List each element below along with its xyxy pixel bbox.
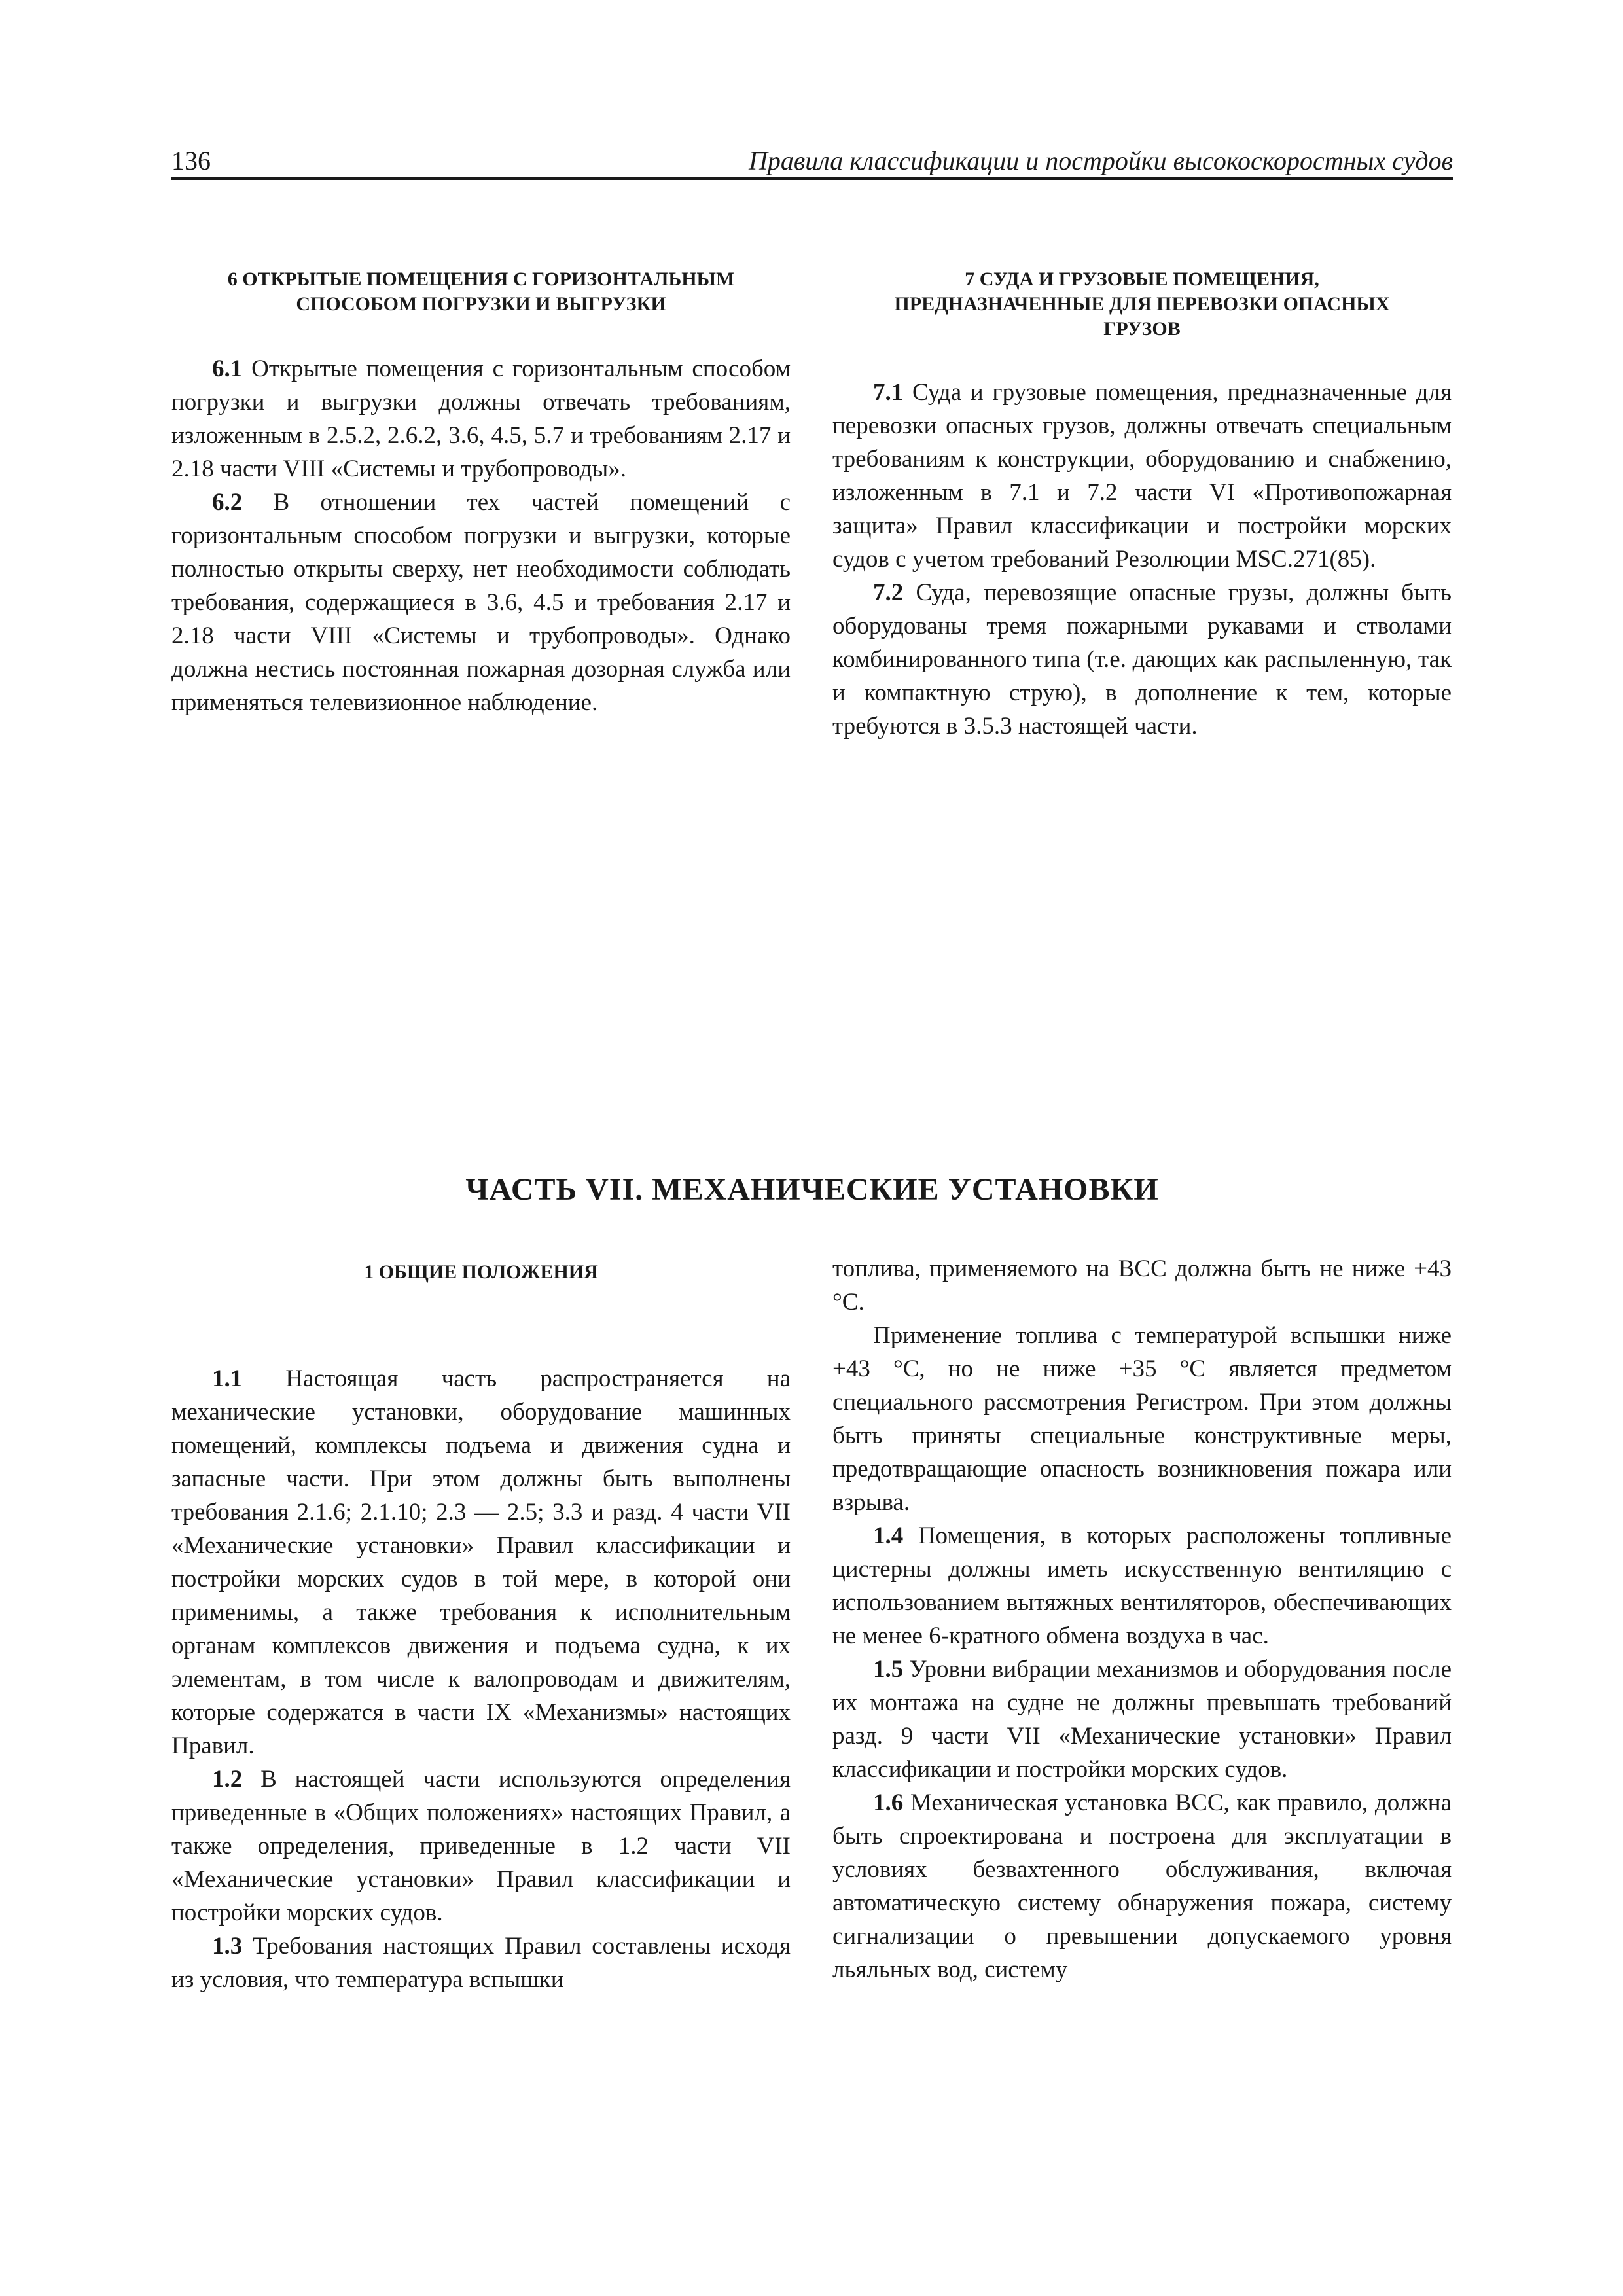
header-rule	[171, 177, 1453, 180]
paragraph-number: 7.2	[873, 579, 904, 606]
paragraph-number: 6.2	[212, 489, 243, 516]
part-title: ЧАСТЬ VII. МЕХАНИЧЕСКИЕ УСТАНОВКИ	[465, 1172, 1159, 1207]
section-6-title	[198, 267, 764, 317]
section-7-title-line2: ПРЕДНАЗНАЧЕННЫЕ ДЛЯ ПЕРЕВОЗКИ ОПАСНЫХ	[894, 293, 1390, 315]
section-7-title	[859, 267, 1425, 342]
section-7-title-line3: ГРУЗОВ	[1103, 318, 1181, 340]
section-1-right-column	[832, 1252, 1452, 1986]
paragraph-1-1	[171, 1362, 791, 1763]
paragraph-1-2	[171, 1763, 791, 1929]
paragraph-text: В настоящей части используются определения приведенные в «Общих положениях» настоящих Правил, а также определения, приведенные в 1.2 части VII «Механические установки» Правил классификации и постройки морских судов.	[171, 1766, 791, 1926]
section-6-title-line1: 6 ОТКРЫТЫЕ ПОМЕЩЕНИЯ С ГОРИЗОНТАЛЬНЫМ	[227, 268, 735, 290]
paragraph-text: Суда и грузовые помещения, предназначенные для перевозки опасных грузов, должны отвечать специальным требованиям к конструкции, оборудованию и снабжению, изложенным в 7.1 и 7.2 части VI «Противопожарная защита» Правил классификации и постройки морских судов с учетом требований Резолюции MSC.271(85).	[832, 379, 1452, 573]
paragraph-1-3	[171, 1929, 791, 1996]
paragraph-text: Уровни вибрации механизмов и оборудования после их монтажа на судне не должны превышать требований разд. 9 части VII «Механические установки» Правил классификации и постройки морских судов.	[832, 1656, 1452, 1783]
paragraph-1-4	[832, 1519, 1452, 1653]
paragraph-number: 1.4	[873, 1522, 904, 1549]
paragraph-text: Открытые помещения с горизонтальным способом погрузки и выгрузки должны отвечать требованиям, изложенным в 2.5.2, 2.6.2, 3.6, 4.5, 5.7 и требованиям 2.17 и 2.18 части VIII «Системы и трубопроводы».	[171, 355, 791, 482]
section-6-title-line2: СПОСОБОМ ПОГРУЗКИ И ВЫГРУЗКИ	[296, 293, 666, 315]
paragraph-1-5	[832, 1653, 1452, 1786]
paragraph-text: Требования настоящих Правил составлены исходя из условия, что температура вспышки	[171, 1933, 791, 1993]
paragraph-1-3-continued: топлива, применяемого на ВСС должна быть не ниже +43 °С.	[832, 1255, 1452, 1316]
paragraph-1-3-second: Применение топлива с температурой вспышки ниже +43 °С, но не ниже +35 °С является предметом специального рассмотрения Регистром. При этом должны быть приняты специальные конструктивные меры, предотвращающие опасность возникновения пожара или взрыва.	[832, 1322, 1452, 1516]
paragraph-text: Механическая установка ВСС, как правило, должна быть спроектирована и построена для эксплуатации в условиях безвахтенного обслуживания, включая автоматическую систему обнаружения пожара, систему сигнализации о превышении допускаемого уровня льяльных вод, систему	[832, 1789, 1452, 1983]
paragraph-number: 1.1	[212, 1365, 243, 1392]
paragraph-text: Суда, перевозящие опасные грузы, должны быть оборудованы тремя пожарными рукавами и стволами комбинированного типа (т.е. дающих как распыленную, так и компактную струю), в дополнение к тем, которые требуются в 3.5.3 настоящей части.	[832, 579, 1452, 740]
paragraph-number: 7.1	[873, 379, 904, 406]
section-1-left-column	[171, 1260, 791, 1996]
paragraph-number: 1.2	[212, 1766, 243, 1793]
paragraph-number: 1.6	[873, 1789, 904, 1816]
paragraph-number: 1.3	[212, 1933, 243, 1960]
section-6-column	[171, 267, 791, 719]
page-header	[171, 140, 1453, 182]
paragraph-7-1	[832, 376, 1452, 576]
paragraph-6-2	[171, 486, 791, 719]
section-7-column	[832, 267, 1452, 743]
paragraph-text: Помещения, в которых расположены топливные цистерны должны иметь искусственную вентиляцию с использованием вытяжных вентиляторов, обеспечивающих не менее 6-кратного обмена воздуха в час.	[832, 1522, 1452, 1649]
paragraph-number: 1.5	[873, 1656, 904, 1683]
section-1-title: 1 ОБЩИЕ ПОЛОЖЕНИЯ	[364, 1261, 598, 1283]
paragraph-6-1	[171, 352, 791, 486]
page-number: 136	[171, 146, 211, 175]
paragraph-text: Настоящая часть распространяется на механические установки, оборудование машинных помещений, комплексы подъема и движения судна и запасные части. При этом должны быть выполнены требования 2.1.6; 2.1.10; 2.3 — 2.5; 3.3 и разд. 4 части VII «Механические установки» Правил классификации и постройки морских судов в той мере, в которой они применимы, а также требования к исполнительным органам комплексов движения и подъема судна, к их элементам, в том числе к валопроводам и движителям, которые содержатся в части IX «Механизмы» настоящих Правил.	[171, 1365, 791, 1759]
paragraph-1-6	[832, 1786, 1452, 1986]
running-title: Правила классификации и постройки высокоскоростных судов	[749, 146, 1453, 175]
paragraph-7-2	[832, 576, 1452, 743]
paragraph-text: В отношении тех частей помещений с горизонтальным способом погрузки и выгрузки, которые полностью открыты сверху, нет необходимости соблюдать требования, содержащиеся в 3.6, 4.5 и требования 2.17 и 2.18 части VIII «Системы и трубопроводы». Однако должна нестись постоянная пожарная дозорная служба или применяться телевизионное наблюдение.	[171, 489, 791, 716]
section-7-title-line1: 7 СУДА И ГРУЗОВЫЕ ПОМЕЩЕНИЯ,	[965, 268, 1319, 290]
paragraph-number: 6.1	[212, 355, 243, 382]
